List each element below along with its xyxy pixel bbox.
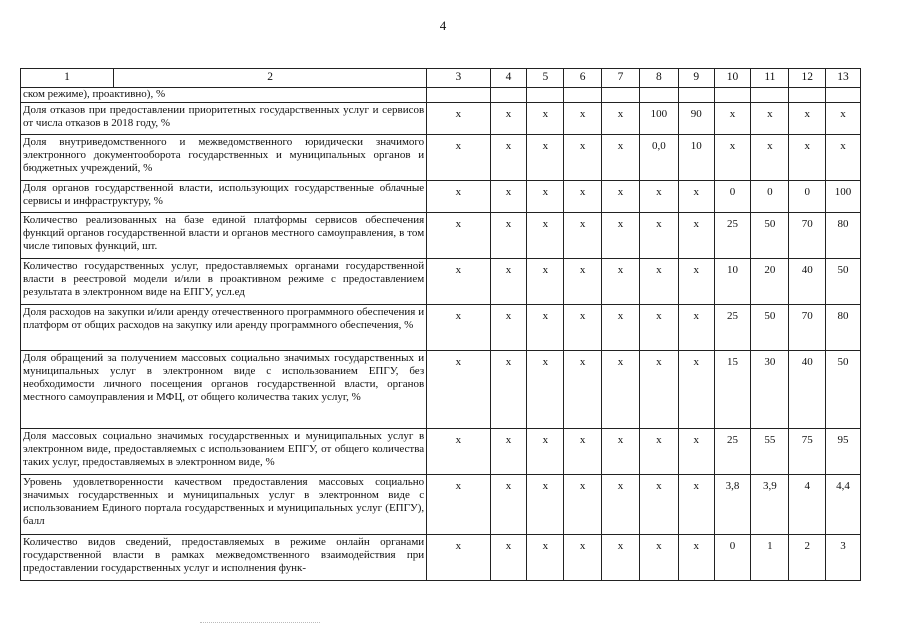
indicator-value-col-8: 100 bbox=[639, 102, 678, 134]
column-header-6: 6 bbox=[564, 69, 602, 88]
indicator-value-col-3: х bbox=[427, 350, 490, 428]
indicator-value-col-12: 70 bbox=[789, 212, 826, 258]
column-header-12: 12 bbox=[789, 69, 826, 88]
indicator-value-col-13: 100 bbox=[826, 180, 861, 212]
indicator-value-col-6: х bbox=[564, 534, 602, 580]
indicator-value-col-13: 50 bbox=[826, 350, 861, 428]
table-row bbox=[21, 88, 861, 103]
indicator-value-col-12: 40 bbox=[789, 350, 826, 428]
indicator-value-col-7: х bbox=[602, 534, 640, 580]
indicator-description: Доля отказов при предоставлении приоритетных государственных услуг и сервисов от числа отказов в 2018 году, % bbox=[21, 102, 427, 134]
indicator-value-col-10: х bbox=[714, 134, 751, 180]
indicator-value-col-12: 0 bbox=[789, 180, 826, 212]
indicator-value-col-12 bbox=[789, 88, 826, 103]
indicator-value-col-13: 95 bbox=[826, 428, 861, 474]
table-row bbox=[21, 534, 861, 580]
indicator-value-col-6: х bbox=[564, 350, 602, 428]
indicator-description: Доля расходов на закупки и/или аренду отечественного программного обеспечения и платформ от общих расходов на закупку или аренду программного обеспечения, % bbox=[21, 304, 427, 350]
indicator-value-col-3: х bbox=[427, 258, 490, 304]
indicator-value-col-5: х bbox=[527, 212, 564, 258]
indicator-value-col-9: х bbox=[678, 534, 714, 580]
indicator-value-col-12: 75 bbox=[789, 428, 826, 474]
indicator-value-col-7: х bbox=[602, 428, 640, 474]
indicator-value-col-3: х bbox=[427, 180, 490, 212]
indicator-value-col-7: х bbox=[602, 350, 640, 428]
column-header-13: 13 bbox=[826, 69, 861, 88]
indicator-value-col-13: 80 bbox=[826, 212, 861, 258]
indicator-description: ском режиме), проактивно), % bbox=[21, 88, 427, 103]
column-header-4: 4 bbox=[490, 69, 527, 88]
indicator-value-col-10: 0 bbox=[714, 180, 751, 212]
indicator-value-col-9: х bbox=[678, 474, 714, 534]
indicator-value-col-10 bbox=[714, 88, 751, 103]
indicator-value-col-7 bbox=[602, 88, 640, 103]
header-row bbox=[21, 69, 861, 88]
indicator-description: Количество реализованных на базе единой платформы сервисов обеспечения функций органов государственной власти и органов местного самоуправления, в том числе типовых функций, шт. bbox=[21, 212, 427, 258]
table-row bbox=[21, 304, 861, 350]
indicator-value-col-10: 25 bbox=[714, 428, 751, 474]
indicator-value-col-11: 30 bbox=[751, 350, 789, 428]
indicator-value-col-3: х bbox=[427, 212, 490, 258]
indicator-value-col-7: х bbox=[602, 304, 640, 350]
indicator-value-col-11: 20 bbox=[751, 258, 789, 304]
indicator-value-col-9 bbox=[678, 88, 714, 103]
indicator-value-col-9: 90 bbox=[678, 102, 714, 134]
indicator-value-col-13 bbox=[826, 88, 861, 103]
table-row bbox=[21, 102, 861, 134]
indicator-value-col-7: х bbox=[602, 134, 640, 180]
indicator-value-col-11 bbox=[751, 88, 789, 103]
indicator-value-col-9: х bbox=[678, 428, 714, 474]
indicator-value-col-11: 55 bbox=[751, 428, 789, 474]
indicator-value-col-12: 4 bbox=[789, 474, 826, 534]
indicator-value-col-3: х bbox=[427, 304, 490, 350]
indicator-value-col-5: х bbox=[527, 350, 564, 428]
indicator-value-col-4 bbox=[490, 88, 527, 103]
indicator-value-col-11: х bbox=[751, 134, 789, 180]
indicators-table bbox=[20, 68, 861, 581]
indicator-value-col-5: х bbox=[527, 534, 564, 580]
indicator-value-col-13: 80 bbox=[826, 304, 861, 350]
indicator-value-col-11: 1 bbox=[751, 534, 789, 580]
indicator-value-col-3: х bbox=[427, 134, 490, 180]
indicator-value-col-6: х bbox=[564, 180, 602, 212]
indicator-value-col-8: х bbox=[639, 350, 678, 428]
column-header-8: 8 bbox=[639, 69, 678, 88]
indicator-value-col-10: 0 bbox=[714, 534, 751, 580]
indicator-value-col-4: х bbox=[490, 180, 527, 212]
indicator-value-col-5: х bbox=[527, 474, 564, 534]
column-header-5: 5 bbox=[527, 69, 564, 88]
indicator-value-col-11: х bbox=[751, 102, 789, 134]
indicator-value-col-11: 0 bbox=[751, 180, 789, 212]
indicator-value-col-6: х bbox=[564, 212, 602, 258]
indicator-value-col-5: х bbox=[527, 102, 564, 134]
table-row bbox=[21, 180, 861, 212]
indicator-value-col-7: х bbox=[602, 212, 640, 258]
table-row bbox=[21, 212, 861, 258]
indicator-value-col-7: х bbox=[602, 102, 640, 134]
indicator-value-col-8: х bbox=[639, 212, 678, 258]
indicator-value-col-4: х bbox=[490, 534, 527, 580]
indicator-value-col-10: 10 bbox=[714, 258, 751, 304]
indicator-value-col-9: 10 bbox=[678, 134, 714, 180]
indicator-value-col-12: 2 bbox=[789, 534, 826, 580]
indicator-description: Доля органов государственной власти, использующих государственные облачные сервисы и инфраструктуру, % bbox=[21, 180, 427, 212]
indicator-value-col-8: 0,0 bbox=[639, 134, 678, 180]
indicator-description: Доля внутриведомственного и межведомственного юридически значимого электронного документооборота государственных и муниципальных органов и бюджетных учреждений, % bbox=[21, 134, 427, 180]
indicator-value-col-5: х bbox=[527, 304, 564, 350]
indicator-value-col-12: х bbox=[789, 102, 826, 134]
indicator-value-col-9: х bbox=[678, 350, 714, 428]
indicator-value-col-11: 50 bbox=[751, 304, 789, 350]
column-header-7: 7 bbox=[602, 69, 640, 88]
column-header-9: 9 bbox=[678, 69, 714, 88]
indicator-value-col-5 bbox=[527, 88, 564, 103]
table-row bbox=[21, 258, 861, 304]
indicator-value-col-4: х bbox=[490, 212, 527, 258]
table-row bbox=[21, 134, 861, 180]
indicator-value-col-11: 3,9 bbox=[751, 474, 789, 534]
indicator-value-col-12: х bbox=[789, 134, 826, 180]
indicator-value-col-8: х bbox=[639, 180, 678, 212]
indicator-value-col-10: 25 bbox=[714, 212, 751, 258]
indicator-description: Количество видов сведений, предоставляемых в режиме онлайн органами государственной власти в рамках межведомственного взаимодействия при предоставлении государственных услуг и исполнения функ- bbox=[21, 534, 427, 580]
indicator-value-col-3 bbox=[427, 88, 490, 103]
indicator-value-col-6: х bbox=[564, 428, 602, 474]
indicator-value-col-5: х bbox=[527, 180, 564, 212]
indicator-description: Доля обращений за получением массовых социально значимых государственных и муниципальных услуг в электронном виде с использованием ЕПГУ, без необходимости личного посещения органов государственной власти, органов местного самоуправления и МФЦ, от общего количества таких услуг, % bbox=[21, 350, 427, 428]
indicator-value-col-7: х bbox=[602, 180, 640, 212]
column-header-10: 10 bbox=[714, 69, 751, 88]
indicator-value-col-4: х bbox=[490, 304, 527, 350]
indicator-value-col-7: х bbox=[602, 474, 640, 534]
indicator-value-col-8: х bbox=[639, 474, 678, 534]
table-row bbox=[21, 428, 861, 474]
indicator-value-col-8: х bbox=[639, 428, 678, 474]
indicator-value-col-10: х bbox=[714, 102, 751, 134]
indicator-value-col-6: х bbox=[564, 102, 602, 134]
indicator-value-col-13: х bbox=[826, 134, 861, 180]
indicator-description: Уровень удовлетворенности качеством предоставления массовых социально значимых государственных и муниципальных услуг в электронном виде с использованием Единого портала государственных и муниципальных услуг (ЕПГУ), балл bbox=[21, 474, 427, 534]
indicator-value-col-9: х bbox=[678, 180, 714, 212]
indicator-value-col-6: х bbox=[564, 304, 602, 350]
indicator-value-col-5: х bbox=[527, 428, 564, 474]
indicator-value-col-6: х bbox=[564, 134, 602, 180]
indicator-value-col-12: 70 bbox=[789, 304, 826, 350]
indicator-value-col-3: х bbox=[427, 102, 490, 134]
indicator-value-col-10: 15 bbox=[714, 350, 751, 428]
column-header-2: 2 bbox=[114, 69, 427, 88]
indicator-value-col-11: 50 bbox=[751, 212, 789, 258]
indicator-value-col-12: 40 bbox=[789, 258, 826, 304]
indicator-value-col-13: 4,4 bbox=[826, 474, 861, 534]
indicator-value-col-6: х bbox=[564, 258, 602, 304]
indicator-value-col-10: 25 bbox=[714, 304, 751, 350]
page-number: 4 bbox=[439, 18, 447, 33]
indicator-value-col-5: х bbox=[527, 134, 564, 180]
indicator-value-col-13: х bbox=[826, 102, 861, 134]
indicator-value-col-9: х bbox=[678, 212, 714, 258]
indicator-value-col-6: х bbox=[564, 474, 602, 534]
indicator-value-col-4: х bbox=[490, 350, 527, 428]
indicator-value-col-6 bbox=[564, 88, 602, 103]
indicator-value-col-8: х bbox=[639, 534, 678, 580]
indicator-value-col-8: х bbox=[639, 304, 678, 350]
indicator-value-col-3: х bbox=[427, 428, 490, 474]
indicator-description: Доля массовых социально значимых государственных и муниципальных услуг в электронном виде, предоставляемых с использованием ЕПГУ, от общего количества таких услуг, предоставляемых в электронном виде, % bbox=[21, 428, 427, 474]
indicator-value-col-4: х bbox=[490, 474, 527, 534]
indicator-value-col-5: х bbox=[527, 258, 564, 304]
indicator-value-col-3: х bbox=[427, 474, 490, 534]
indicator-value-col-9: х bbox=[678, 304, 714, 350]
table-row bbox=[21, 474, 861, 534]
indicator-value-col-4: х bbox=[490, 134, 527, 180]
indicator-value-col-13: 3 bbox=[826, 534, 861, 580]
indicator-value-col-9: х bbox=[678, 258, 714, 304]
indicator-value-col-8: х bbox=[639, 258, 678, 304]
indicator-value-col-8 bbox=[639, 88, 678, 103]
indicator-description: Количество государственных услуг, предоставляемых органами государственной власти в реестровой модели и/или в проактивном режиме с предоставлением результата в электронном виде на ЕПГУ, усл.ед bbox=[21, 258, 427, 304]
indicator-value-col-4: х bbox=[490, 258, 527, 304]
column-header-3: 3 bbox=[427, 69, 490, 88]
indicator-value-col-4: х bbox=[490, 102, 527, 134]
indicator-value-col-4: х bbox=[490, 428, 527, 474]
table-body bbox=[21, 69, 861, 581]
indicator-value-col-3: х bbox=[427, 534, 490, 580]
indicator-value-col-10: 3,8 bbox=[714, 474, 751, 534]
indicator-value-col-13: 50 bbox=[826, 258, 861, 304]
page-bottom-mark bbox=[200, 622, 320, 625]
column-header-1: 1 bbox=[21, 69, 114, 88]
column-header-11: 11 bbox=[751, 69, 789, 88]
indicator-value-col-7: х bbox=[602, 258, 640, 304]
table-row bbox=[21, 350, 861, 428]
